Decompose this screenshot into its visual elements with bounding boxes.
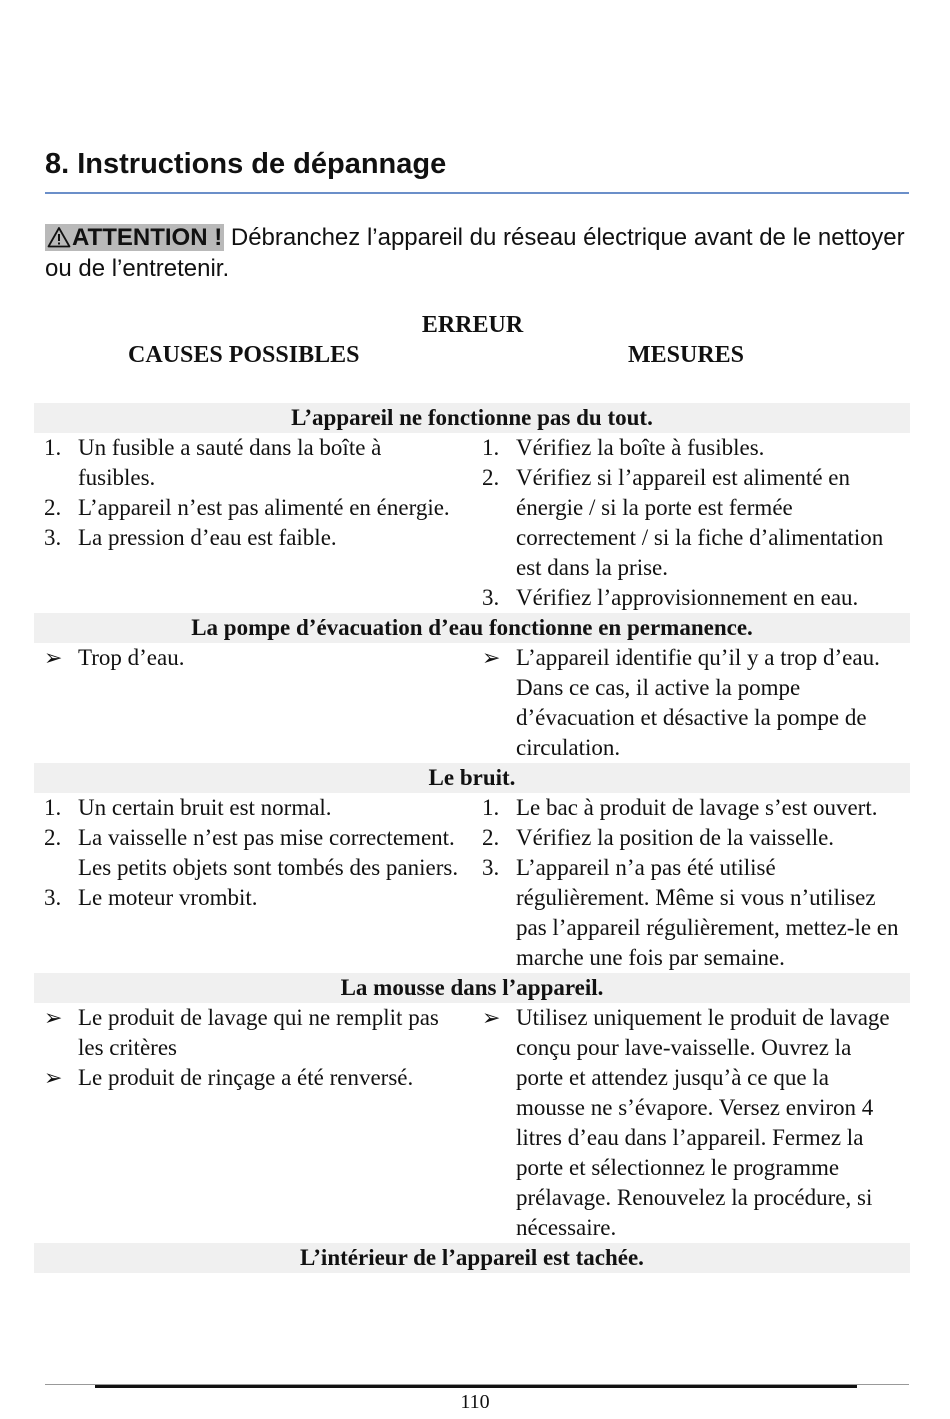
list-number: 1. xyxy=(482,795,500,820)
list-item: ➢ Le produit de rinçage a été renversé. xyxy=(44,1063,472,1093)
list-number: 3. xyxy=(44,885,62,910)
list-number: 2. xyxy=(44,825,62,850)
list-item: 1. Vérifiez la boîte à fusibles. xyxy=(482,433,910,463)
troubleshooting-table xyxy=(34,403,910,1273)
measures-cell xyxy=(472,1003,910,1243)
title-underline xyxy=(45,192,909,194)
list-item: ➢ L’appareil identifie qu’il y a trop d’eau. Dans ce cas, il active la pompe d’évacuation et désactive la pompe de circulation. xyxy=(482,643,910,763)
section-title: L’intérieur de l’appareil est tachée. xyxy=(34,1243,910,1273)
causes-cell xyxy=(34,1003,472,1243)
footer-divider-thick xyxy=(95,1385,857,1388)
list-number: 3. xyxy=(44,525,62,550)
warning-tag-text: ATTENTION ! xyxy=(72,224,223,251)
list-item: 2. Vérifiez si l’appareil est alimenté en énergie / si la porte est fermée correctement / si la fiche d’alimentation est dans la prise. xyxy=(482,463,910,583)
list-item: 1. Un certain bruit est normal. xyxy=(44,793,472,823)
list-item: 2. L’appareil n’est pas alimenté en énergie. xyxy=(44,493,472,523)
list-number: 3. xyxy=(482,855,500,880)
list-item: 3. Le moteur vrombit. xyxy=(44,883,472,913)
arrow-bullet-icon: ➢ xyxy=(44,1005,63,1030)
list-number: 1. xyxy=(482,435,500,460)
list-number: 2. xyxy=(482,465,500,490)
measures-heading: MESURES xyxy=(628,342,745,368)
arrow-bullet-icon: ➢ xyxy=(44,1065,63,1090)
arrow-bullet-icon: ➢ xyxy=(482,1005,501,1030)
list-number: 1. xyxy=(44,795,62,820)
causes-heading: CAUSES POSSIBLES xyxy=(128,342,360,368)
list-item: 1. Un fusible a sauté dans la boîte à fusibles. xyxy=(44,433,472,493)
list-item: ➢ Utilisez uniquement le produit de lavage conçu pour lave-vaisselle. Ouvrez la porte et attendez jusqu’à ce que la mousse ne s’évapore. Versez environ 4 litres d’eau dans l’appareil. Fermez la porte et sélectionnez le programme prélavage. Renouvelez la procédure, si nécessaire. xyxy=(482,1003,910,1243)
section-title: Le bruit. xyxy=(34,763,910,793)
list-item: 2. Vérifiez la position de la vaisselle. xyxy=(482,823,910,853)
causes-cell xyxy=(34,643,472,763)
table-row xyxy=(34,1003,910,1243)
measures-cell xyxy=(472,433,910,613)
table-row xyxy=(34,793,910,973)
list-number: 1. xyxy=(44,435,62,460)
page-title: 8. Instructions de dépannage xyxy=(45,148,447,180)
arrow-bullet-icon: ➢ xyxy=(482,645,501,670)
list-item: 3. L’appareil n’a pas été utilisé régulièrement. Même si vous n’utilisez pas l’appareil régulièrement, mettez-le en marche une fois par semaine. xyxy=(482,853,910,973)
list-item: ➢ Le produit de lavage qui ne remplit pas les critères xyxy=(44,1003,472,1063)
list-number: 2. xyxy=(482,825,500,850)
list-item: ➢ Trop d’eau. xyxy=(44,643,472,673)
section-title: La mousse dans l’appareil. xyxy=(34,973,910,1003)
section-title: L’appareil ne fonctionne pas du tout. xyxy=(34,403,910,433)
section-title: La pompe d’évacuation d’eau fonctionne en permanence. xyxy=(34,613,910,643)
warning-notice xyxy=(45,222,911,284)
list-item: 3. La pression d’eau est faible. xyxy=(44,523,472,553)
list-item: 3. Vérifiez l’approvisionnement en eau. xyxy=(482,583,910,613)
list-number: 3. xyxy=(482,585,500,610)
warning-tag xyxy=(45,224,224,251)
error-heading: ERREUR xyxy=(421,312,524,338)
list-item: 2. La vaisselle n’est pas mise correctement. Les petits objets sont tombés des paniers. xyxy=(44,823,472,883)
warning-triangle-icon xyxy=(47,226,71,248)
measures-cell xyxy=(472,793,910,973)
arrow-bullet-icon: ➢ xyxy=(44,645,63,670)
measures-cell xyxy=(472,643,910,763)
causes-cell xyxy=(34,433,472,613)
table-row xyxy=(34,643,910,763)
list-number: 2. xyxy=(44,495,62,520)
causes-cell xyxy=(34,793,472,973)
warning-text: Débranchez l’appareil du réseau électrique avant de le nettoyer ou de l’entretenir. xyxy=(45,224,905,282)
page-number: 110 xyxy=(460,1391,490,1413)
table-row xyxy=(34,433,910,613)
list-item: 1. Le bac à produit de lavage s’est ouvert. xyxy=(482,793,910,823)
